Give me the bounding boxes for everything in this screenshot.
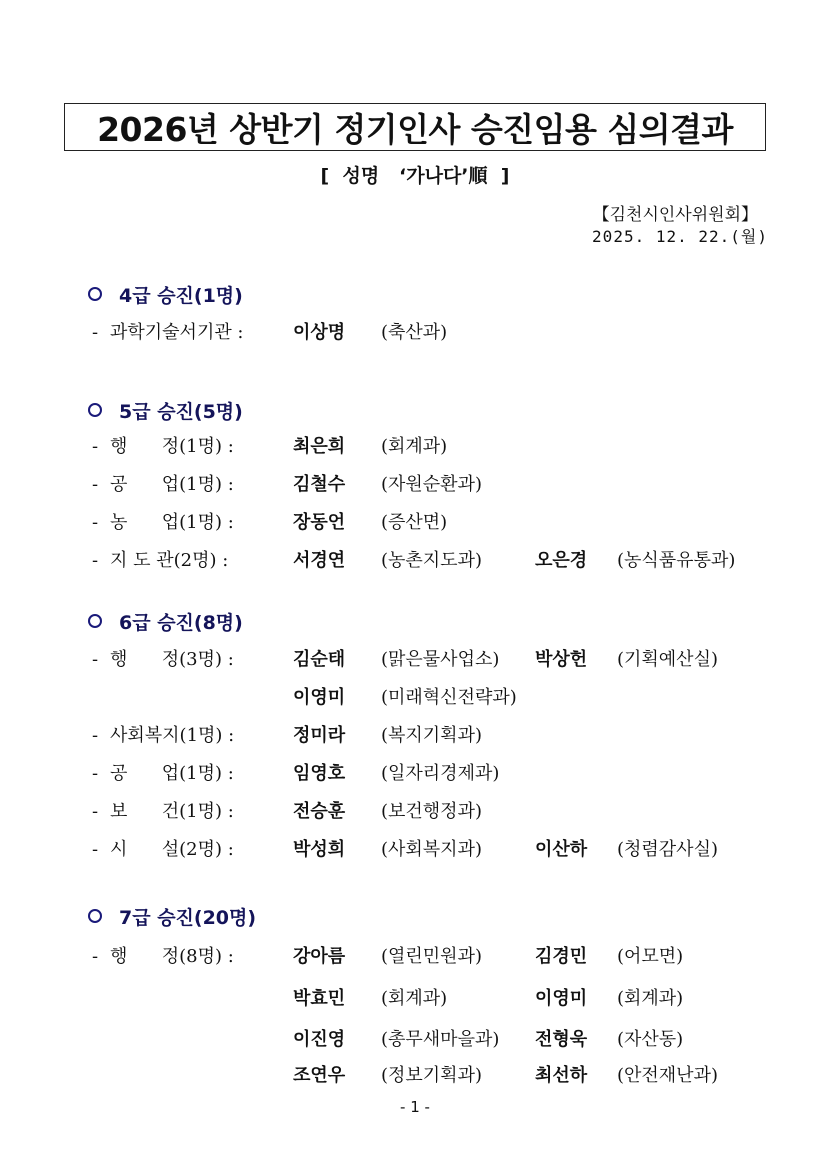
promotee-department: (미래혁신전략과) [381,687,517,708]
promotee-name: 임영호 [293,763,346,784]
promotee-name: 강아름 [293,946,346,967]
promotee-department: (증산면) [381,512,448,533]
promotee-name: 이영미 [535,988,588,1009]
list-dash: - [92,763,99,784]
job-category: 공 업(1명) : [110,474,234,495]
section-heading [88,395,243,425]
promotion-row [0,759,830,789]
job-category: 보 건(1명) : [110,801,234,822]
list-dash: - [92,649,99,670]
promotee-name: 이산하 [535,839,588,860]
promotee-department: (열린민원과) [381,946,482,967]
circle-bullet-icon [88,287,102,301]
promotee-department: (청렴감사실) [617,839,718,860]
list-dash: - [92,550,99,571]
promotee-name: 박성희 [293,839,346,860]
promotee-department: (기획예산실) [617,649,718,670]
promotee-name: 이진영 [293,1029,346,1050]
promotee-name: 김경민 [535,946,588,967]
page-number: - 1 - [400,1098,430,1116]
document-title-box [64,103,766,151]
job-category: 행 정(8명) : [110,946,234,967]
promotee-department: (축산과) [381,322,448,343]
promotee-name: 김순태 [293,649,346,670]
promotee-name: 오은경 [535,550,588,571]
promotion-row [0,432,830,462]
promotee-name: 조연우 [293,1065,346,1086]
job-category: 행 정(3명) : [110,649,234,670]
job-category: 지 도 관(2명) : [110,550,229,571]
list-dash: - [92,512,99,533]
promotion-row [0,835,830,865]
promotion-row [0,546,830,576]
list-dash: - [92,946,99,967]
list-dash: - [92,801,99,822]
section-title: 5급 승진(5명) [119,400,243,423]
promotee-department: (사회복지과) [381,839,482,860]
list-dash: - [92,436,99,457]
job-category: 사회복지(1명) : [110,725,235,746]
promotee-department: (정보기획과) [381,1065,482,1086]
section-heading [88,279,243,309]
job-category: 행 정(1명) : [110,436,234,457]
promotee-name: 서경연 [293,550,346,571]
section-title: 6급 승진(8명) [119,611,243,634]
promotion-row [0,984,830,1014]
promotee-department: (총무새마을과) [381,1029,500,1050]
promotee-name: 이영미 [293,687,346,708]
promotee-department: (회계과) [381,436,448,457]
section-heading [88,901,256,931]
promotee-department: (농식품유통과) [617,550,736,571]
committee-name: 【김천시인사위원회】 [592,205,758,225]
promotee-department: (보건행정과) [381,801,482,822]
promotee-department: (맑은물사업소) [381,649,500,670]
promotee-department: (안전재난과) [617,1065,718,1086]
promotee-name: 전형욱 [535,1029,588,1050]
promotee-name: 김철수 [293,474,346,495]
document-date: 2025. 12. 22.(월) [592,227,768,246]
promotee-department: (일자리경제과) [381,763,500,784]
document-title: 2026년 상반기 정기인사 승진임용 심의결과 [97,109,733,149]
circle-bullet-icon [88,614,102,628]
promotion-row [0,1025,830,1055]
promotee-department: (자원순환과) [381,474,482,495]
promotee-name: 최은희 [293,436,346,457]
list-dash: - [92,725,99,746]
promotee-department: (어모면) [617,946,684,967]
promotion-row [0,508,830,538]
job-category: 과학기술서기관 : [110,322,244,343]
promotion-row [0,318,830,348]
promotion-row [0,942,830,972]
section-title: 4급 승진(1명) [119,284,243,307]
promotion-row [0,470,830,500]
promotee-department: (회계과) [617,988,684,1009]
section-heading [88,606,243,636]
promotee-name: 박효민 [293,988,346,1009]
promotee-name: 최선하 [535,1065,588,1086]
promotee-name: 장동언 [293,512,346,533]
list-dash: - [92,839,99,860]
promotion-row [0,1061,830,1091]
circle-bullet-icon [88,403,102,417]
list-dash: - [92,474,99,495]
promotion-row [0,683,830,713]
promotee-department: (회계과) [381,988,448,1009]
promotee-name: 전승훈 [293,801,346,822]
list-dash: - [92,322,99,343]
promotion-row [0,797,830,827]
job-category: 공 업(1명) : [110,763,234,784]
promotee-department: (농촌지도과) [381,550,482,571]
promotion-row [0,721,830,751]
sort-order-note: [ 성명 ‘가나다’順 ] [320,165,510,187]
job-category: 시 설(2명) : [110,839,234,860]
section-title: 7급 승진(20명) [119,906,257,929]
circle-bullet-icon [88,909,102,923]
promotee-name: 이상명 [293,322,346,343]
promotee-name: 정미라 [293,725,346,746]
promotee-department: (자산동) [617,1029,684,1050]
promotee-name: 박상헌 [535,649,588,670]
promotee-department: (복지기획과) [381,725,482,746]
job-category: 농 업(1명) : [110,512,234,533]
promotion-row [0,645,830,675]
